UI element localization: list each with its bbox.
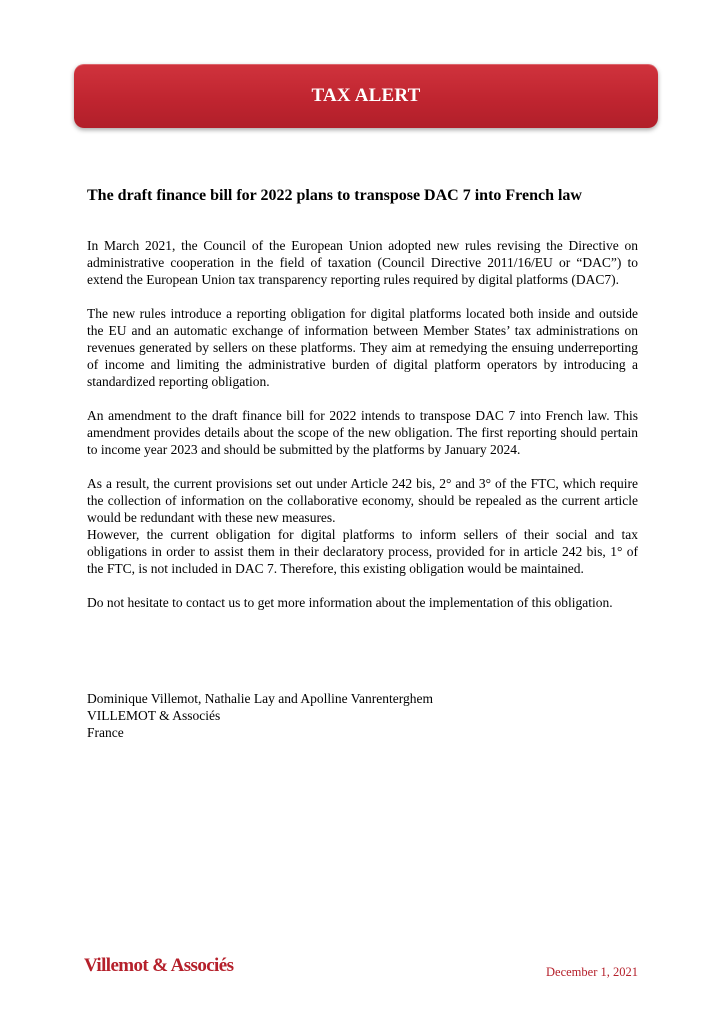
signature-authors: Dominique Villemot, Nathalie Lay and Apolline Vanrenterghem <box>87 691 433 706</box>
paragraph-new-rules: The new rules introduce a reporting obligation for digital platforms located both inside and outside the EU and an automatic exchange of information between Member States’ tax administrations on revenues generated by sellers on these platforms. They aim at remedying the ensuing underreporting of income and limiting the administrative burden of digital platform operators by introducing a standardized reporting obligation. <box>87 306 638 389</box>
banner-title: TAX ALERT <box>311 85 421 106</box>
paragraph-maintained-obligation: However, the current obligation for digital platforms to inform sellers of their social and tax obligations in order to assist them in their declaratory process, provided for in article 242 bis, 1° of the FTC, is not included in DAC 7. Therefore, this existing obligation would be maintained. <box>87 527 638 576</box>
signature-firm: VILLEMOT & Associés <box>87 708 221 723</box>
paragraph-amendment: An amendment to the draft finance bill for 2022 intends to transpose DAC 7 into French law. This amendment provides details about the scope of the new obligation. The first reporting should pertain to income year 2023 and should be submitted by the platforms by January 2024. <box>87 408 638 457</box>
paragraph-dac7-adoption: In March 2021, the Council of the European Union adopted new rules revising the Directive on administrative cooperation in the field of taxation (Council Directive 2011/16/EU or “DAC”) to extend the European Union tax transparency reporting rules required by digital platforms (DAC7). <box>87 238 638 287</box>
tax-alert-banner <box>74 64 658 128</box>
publication-date: December 1, 2021 <box>546 965 638 979</box>
firm-logo: Villemot & Associés <box>84 955 234 976</box>
paragraph-repeal: As a result, the current provisions set out under Article 242 bis, 2° and 3° of the FTC, which require the collection of information on the collaborative economy, should be repealed as the current article would be redundant with these new measures. <box>87 476 638 525</box>
signature-country: France <box>87 725 124 740</box>
signature-block <box>87 690 433 741</box>
headline: The draft finance bill for 2022 plans to transpose DAC 7 into French law <box>87 187 582 204</box>
paragraph-contact: Do not hesitate to contact us to get more information about the implementation of this obligation. <box>87 595 613 610</box>
article-body <box>87 237 638 611</box>
